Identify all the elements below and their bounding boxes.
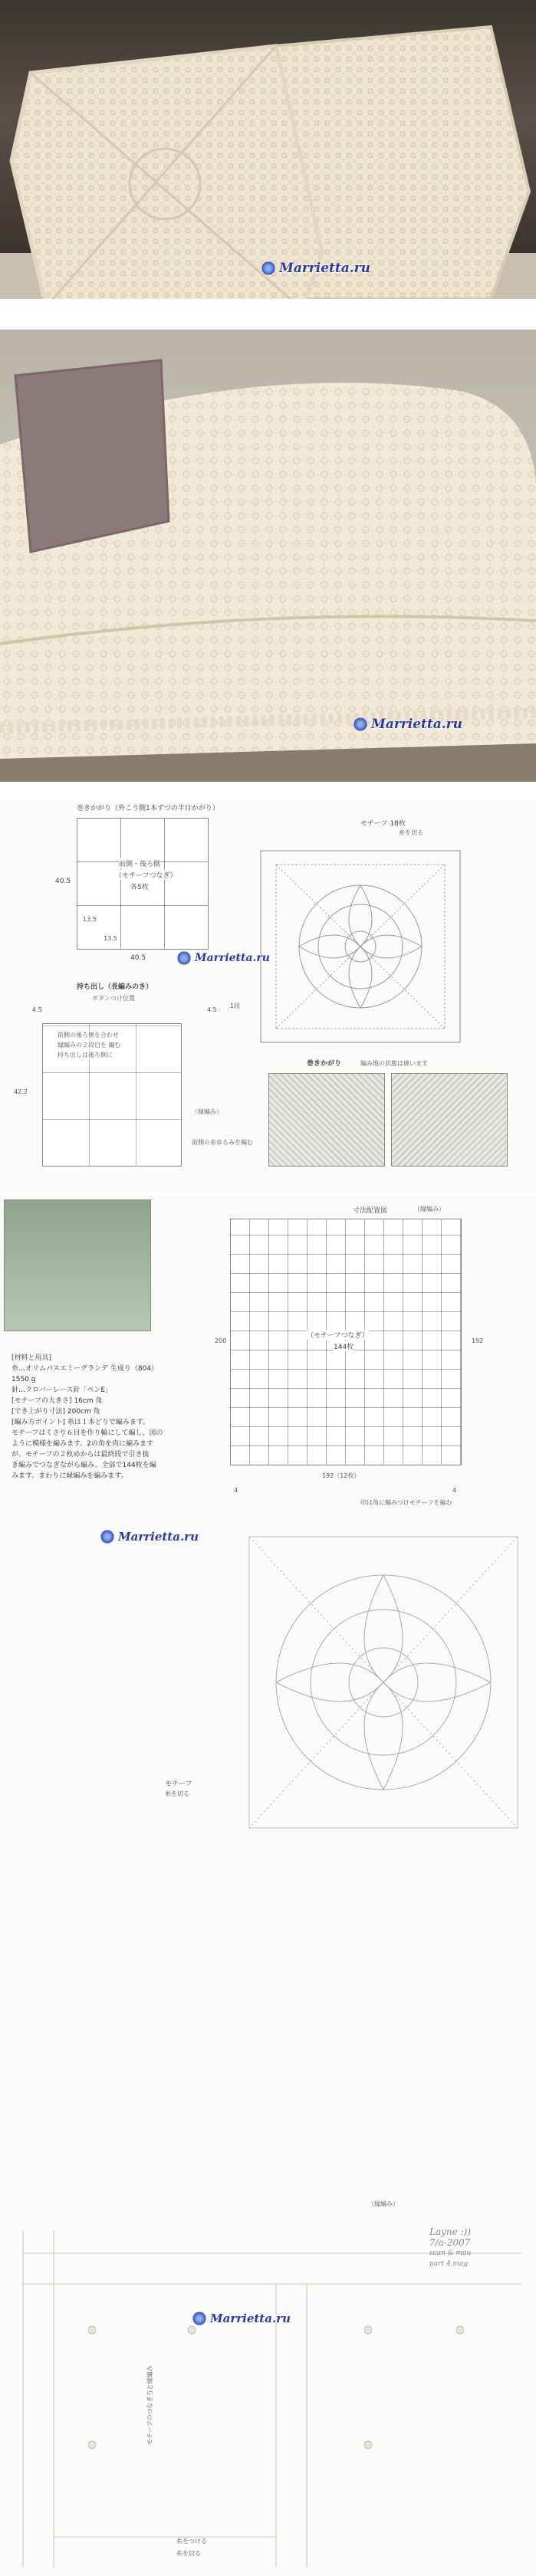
watermark: Marrietta.ru: [176, 950, 270, 966]
watermark-flower-icon: [100, 1529, 115, 1544]
watermark: Marrietta.ru: [353, 717, 462, 732]
pillows-photo: [0, 0, 536, 299]
corner-note: 印は角に編みつけモチーフを編む: [360, 1499, 452, 1506]
blanket-diagram-panel: [0, 1196, 536, 2215]
size-title: 寸法配置図: [353, 1207, 388, 1215]
key-2: 糸を切る: [176, 2550, 201, 2557]
motif-join-label: （モチーフつなぎ）: [307, 1330, 369, 1340]
watermark-flower-icon: [192, 2311, 207, 2326]
watermark: Marrietta.ru: [261, 261, 370, 276]
button-pos-label: ボタンつけ位置: [92, 995, 135, 1002]
yarn-weight: 1550 g: [12, 1376, 36, 1383]
wind-photo-2: [391, 1073, 508, 1167]
edge-note: 前側の糸ゆるみを編む: [192, 1139, 253, 1146]
dim-45b: 4.5: [207, 1006, 217, 1013]
dim-422: 42.2: [14, 1088, 28, 1095]
motif-size-line: [モチーフの大きさ] 16cm 角: [12, 1397, 103, 1405]
motif-title: モチーフ 18枚: [360, 820, 406, 828]
yarn-cut-label: 糸を切る: [399, 829, 423, 836]
join-label: モチーフのつなぎ方と縁編み: [146, 2365, 153, 2445]
materials-title: [材料と用具]: [12, 1354, 52, 1362]
hem-title: 持ち出し（長編みのき）: [77, 983, 153, 991]
edge-label: （縁編み）: [414, 1206, 445, 1213]
desc-3: が、モチーフの２枚めからは最終段で引き抜: [12, 1451, 150, 1459]
front-back-label: 前側・後ろ側: [119, 858, 160, 868]
desc-2: ように模様を編みます。2の角を肉に編みます: [12, 1440, 154, 1448]
materials-block: [12, 1353, 219, 1482]
edge-title: （縁編み）: [192, 1108, 222, 1115]
wind-title: 巻きかがり: [307, 1060, 342, 1068]
motif-join-label: （モチーフつなぎ）: [115, 870, 177, 880]
dim-small-a: 13.5: [83, 916, 97, 923]
point-line: [編み方ポイント] 糸は１本どりで編みます。: [12, 1419, 150, 1426]
motif-chart: [253, 843, 468, 1050]
desc-4: き編みでつなぎながら編み、全部で144枚を編: [12, 1462, 156, 1469]
watermark: Marrietta.ru: [100, 1529, 199, 1544]
signature: Layne :)) 7/a-2007 scan & mou part 4.mag: [429, 2227, 472, 2268]
dim-192b: 192（12枚）: [322, 1472, 360, 1479]
dim-200: 200: [215, 1337, 227, 1344]
note3: 持ち出しは後ろ側に: [58, 1052, 113, 1058]
dim-height: 40.5: [55, 878, 71, 885]
pillows-illustration: [0, 0, 536, 299]
pillow-diagram-panel: [0, 801, 536, 1192]
count-label: 各5枚: [130, 881, 149, 891]
wind-photo-1: [268, 1073, 385, 1167]
hook-line: 針…クロバーレース針「ペンE」: [12, 1386, 113, 1394]
motif-count-label: 144枚: [334, 1341, 353, 1351]
note1: 前側の後ろ側を合わせ: [58, 1032, 119, 1039]
wind-note: 編み地の状態は違います: [360, 1060, 428, 1067]
note2: 縁編みの２段目を 編む: [58, 1042, 121, 1048]
desc-5: みます。まわりに縁編みを編みます。: [12, 1472, 128, 1480]
dim-4a: 4: [234, 1487, 238, 1494]
dim-small-b: 13.5: [104, 935, 117, 942]
watermark-flower-icon: [353, 717, 368, 732]
blanket-thumbnail: [4, 1199, 151, 1331]
sofa-illustration: [0, 330, 536, 782]
watermark-flower-icon: [261, 261, 276, 276]
dim-45a: 4.5: [32, 1006, 42, 1013]
yarn-cut-label: 糸を切る: [165, 1790, 189, 1797]
dim-4b: 4: [452, 1487, 457, 1494]
dim-width: 40.5: [130, 954, 146, 962]
key-1: 糸をつける: [176, 2538, 207, 2545]
finished-line: [でき上がり寸法] 200cm 角: [12, 1408, 100, 1416]
watermark: Marrietta.ru: [192, 2311, 291, 2326]
edge-label-2: （縁編み）: [368, 2200, 399, 2207]
motif-label: モチーフ: [165, 1780, 192, 1788]
large-motif-chart: [245, 1533, 521, 1832]
row-label: 1段: [230, 1003, 241, 1009]
sofa-photo: [0, 330, 536, 782]
yarn-line: 糸…オリムパスエミーグランデ 生成り（804）: [12, 1365, 159, 1373]
top-note: 巻きかがり（外こう側1本ずつの半目かがり）: [77, 805, 219, 812]
watermark-flower-icon: [176, 950, 192, 966]
join-diagram-panel: [0, 2215, 536, 2576]
dim-192: 192: [472, 1337, 484, 1344]
desc-1: モチーフはくさり６目を作り輪にして編し、図の: [12, 1429, 163, 1437]
